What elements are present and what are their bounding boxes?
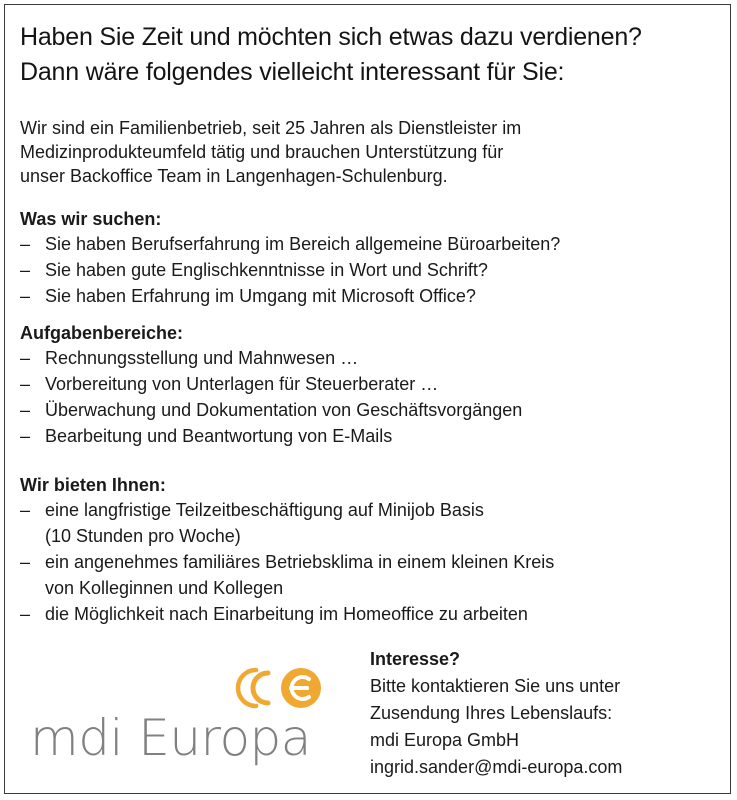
- list-item: [20, 345, 720, 371]
- bullet-dash: –: [20, 552, 31, 572]
- bullet-dash: –: [20, 604, 31, 624]
- list-item-text-continued: (10 Stunden pro Woche): [45, 526, 241, 546]
- intro-line-2: Medizinprodukteumfeld tätig und brauchen Unterstützung für: [20, 142, 504, 162]
- section-offer-title: Wir bieten Ihnen:: [20, 475, 166, 495]
- contact-title: Interesse?: [370, 649, 461, 669]
- section-requirements: [20, 207, 720, 309]
- intro-line-3: unser Backoffice Team in Langenhagen-Schulenburg.: [20, 166, 448, 186]
- bullet-dash: –: [20, 374, 31, 394]
- requirements-list: [20, 231, 720, 309]
- list-item-text: die Möglichkeit nach Einarbeitung im Homeoffice zu arbeiten: [45, 604, 528, 624]
- list-item: [20, 397, 720, 423]
- headline-line-1: Haben Sie Zeit und möchten sich etwas dazu verdienen?: [20, 23, 642, 51]
- tasks-list: [20, 345, 720, 449]
- headline: [20, 20, 725, 90]
- list-item-text: Sie haben Berufserfahrung im Bereich allgemeine Büroarbeiten?: [45, 234, 561, 254]
- bullet-dash: –: [20, 286, 31, 306]
- bullet-dash: –: [20, 260, 31, 280]
- bullet-dash: –: [20, 426, 31, 446]
- bullet-dash: –: [20, 500, 31, 520]
- list-item-text: ein angenehmes familiäres Betriebsklima in einem kleinen Kreis: [45, 552, 555, 572]
- bullet-dash: –: [20, 348, 31, 368]
- contact-company: mdi Europa GmbH: [370, 730, 520, 750]
- list-item: [20, 601, 720, 627]
- list-item: [20, 423, 720, 449]
- contact-line-1: Bitte kontaktieren Sie uns unter: [370, 676, 621, 696]
- mdi-euro-mark-icon: [234, 666, 326, 710]
- list-item-text: Sie haben Erfahrung im Umgang mit Microsoft Office?: [45, 286, 476, 306]
- logo-euro-bar: [289, 686, 309, 690]
- contact-email[interactable]: ingrid.sander@mdi-europa.com: [370, 757, 623, 777]
- logo-wordmark: mdi Europa: [30, 709, 311, 767]
- list-item-text: Vorbereitung von Unterlagen für Steuerberater …: [45, 374, 439, 394]
- list-item-text: Überwachung und Dokumentation von Geschäftsvorgängen: [45, 400, 523, 420]
- section-tasks: [20, 321, 720, 449]
- list-item: [20, 231, 720, 257]
- list-item-text: Bearbeitung und Beantwortung von E-Mails: [45, 426, 393, 446]
- list-item-text: Sie haben gute Englischkenntnisse in Wort und Schrift?: [45, 260, 488, 280]
- list-item: [20, 371, 720, 397]
- list-item: [20, 283, 720, 309]
- intro-line-1: Wir sind ein Familienbetrieb, seit 25 Jahren als Dienstleister im: [20, 118, 522, 138]
- list-item-text: eine langfristige Teilzeitbeschäftigung auf Minijob Basis: [45, 500, 484, 520]
- logo-arc-inner: [253, 673, 268, 703]
- contact-line-2: Zusendung Ihres Lebenslaufs:: [370, 703, 613, 723]
- bullet-dash: –: [20, 400, 31, 420]
- list-item: [20, 549, 720, 601]
- list-item: [20, 497, 720, 549]
- company-logo: [26, 658, 326, 778]
- section-requirements-title: Was wir suchen:: [20, 209, 162, 229]
- list-item-text-continued: von Kolleginnen und Kollegen: [45, 578, 284, 598]
- section-tasks-title: Aufgabenbereiche:: [20, 323, 184, 343]
- section-offer: [20, 473, 720, 627]
- list-item-text: Rechnungsstellung und Mahnwesen …: [45, 348, 359, 368]
- bullet-dash: –: [20, 234, 31, 254]
- contact-block: [370, 646, 710, 781]
- intro-paragraph: [20, 116, 710, 188]
- list-item: [20, 257, 720, 283]
- headline-line-2: Dann wäre folgendes vielleicht interessant für Sie:: [20, 58, 565, 86]
- offer-list: [20, 497, 720, 627]
